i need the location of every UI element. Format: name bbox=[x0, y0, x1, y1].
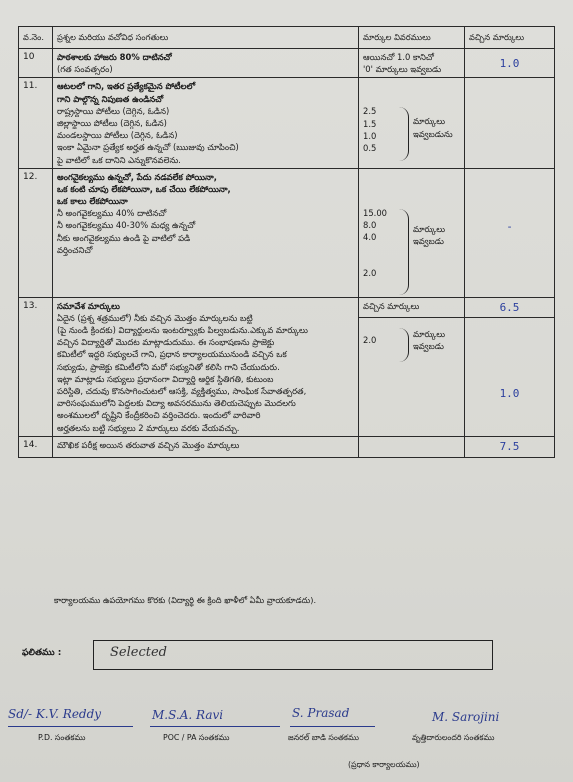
description-line: ఏదైన (ప్రశ్న శత్రములో) నీకు వచ్చిన మొత్తం మార్కులను బట్టి bbox=[57, 312, 253, 323]
marks-values bbox=[363, 207, 399, 280]
marks-table bbox=[18, 26, 555, 458]
marks-obtained bbox=[465, 436, 555, 457]
table-row bbox=[19, 168, 555, 297]
marks-label bbox=[413, 326, 460, 352]
description-line: పాఠశాలకు హాజరు 80% దాటినచో bbox=[57, 52, 172, 62]
marks-details bbox=[359, 78, 465, 168]
row-description bbox=[53, 297, 359, 436]
marks-value: 2.5 bbox=[363, 106, 377, 117]
row-number: 12. bbox=[19, 168, 53, 297]
description-line: మండలస్థాయి పోటీలు (దెగ్గిన, ఓడిన) bbox=[57, 130, 178, 141]
row-number: 11. bbox=[19, 78, 53, 168]
marks-label-line: మార్కులు bbox=[413, 223, 446, 234]
description-line: కమిటీలో ఇద్దరి సభ్యులచే గాని, ప్రధాన కార్యాలయమునుండి వచ్చిన ఒక bbox=[57, 349, 287, 360]
description-line: వచ్చిన విద్యార్థితో మొదట మాట్లాడుదుము. ఈ సంభాషణను ప్రాజెక్టు bbox=[57, 337, 275, 348]
description-line: ఒక కంటి చూపు లేకపోయినా, ఒక చేయి లేకపోయినా, bbox=[57, 183, 231, 194]
marks-obtained bbox=[465, 297, 555, 436]
marks-obtained-top bbox=[465, 298, 554, 318]
marks-label-line: మార్కులు bbox=[413, 328, 446, 339]
marks-value: 0.5 bbox=[363, 142, 377, 153]
marks-value: 1.0 bbox=[363, 130, 377, 141]
signature-general-body: S. Prasad bbox=[292, 706, 350, 720]
row-description: మౌఖిక పరీక్ష అయిన తరువాత వచ్చిన మొత్తం మార్కులు bbox=[53, 436, 359, 457]
description-line: పరిస్థితి, చదువు కొనసాగించుటలో ఆసక్తి, వ్యక్తిత్వము, సాంఘిక సేవాతత్పరత, bbox=[57, 386, 307, 396]
description-line: ఒక కాలు లేకపోయినా bbox=[57, 196, 128, 207]
signature-underline bbox=[150, 726, 280, 727]
marks-line: ఆయినచో 1.0 కానిచో bbox=[363, 52, 434, 62]
description-title: సమావేశ మార్కులు bbox=[57, 300, 120, 311]
signature-role: వృత్తిదారులందరి సంతకము bbox=[412, 733, 495, 742]
marks-obtained bbox=[465, 78, 555, 168]
row-description bbox=[53, 49, 359, 78]
description-line: నీ అంగవైకల్యము 40-30% మధ్య ఉన్నచో bbox=[57, 220, 196, 231]
table-row bbox=[19, 436, 555, 457]
signature-poc: M.S.A. Ravi bbox=[152, 708, 224, 722]
marks-label-line: ఇవ్వబడు bbox=[413, 340, 444, 351]
marks-label-line: ఇవ్వబడు bbox=[413, 235, 444, 246]
description-line: ఇట్లా మాట్లాడు సభ్యులు ప్రధానంగా విద్యార్థి ఆర్థిక స్థితిగతి, కుటుంబ bbox=[57, 373, 274, 384]
signature-role: POC / PA సంతకము bbox=[163, 733, 230, 742]
description-line: (గత సంవత్సరం) bbox=[57, 64, 113, 75]
marks-details-body bbox=[359, 318, 464, 370]
marks-values-group bbox=[363, 207, 460, 295]
marks-details bbox=[359, 436, 465, 457]
marks-value: 15.00 bbox=[363, 207, 387, 218]
description-line: (పై నుండి క్రిందకు) విద్యార్థులను ఇంటర్వ్యూకు పిల్వబడును.ఎక్కువ మార్కులు bbox=[57, 325, 308, 336]
description-line: సభ్యుడు, ప్రాజెక్టు కమిటీలోని మరో సభ్యునితో కలిసి గాని చేయుదురు. bbox=[57, 361, 280, 372]
marks-obtained-caption: వచ్చిన మార్కులు bbox=[359, 298, 464, 318]
marks-values bbox=[363, 105, 399, 154]
marks-value: 8.0 bbox=[363, 219, 377, 230]
description-line: జిల్లాస్థాయి పోటీలు (దెగ్గిన, ఓడిన) bbox=[57, 117, 167, 128]
signature-underline bbox=[8, 726, 133, 727]
header-marks-obtained: వచ్చిన మార్కులు bbox=[465, 27, 555, 49]
header-marks-details: మార్కుల వివరములు bbox=[359, 27, 465, 49]
marks-obtained bbox=[465, 49, 555, 78]
marks-details bbox=[359, 168, 465, 297]
result-value: Selected bbox=[110, 645, 167, 660]
marks-details bbox=[359, 297, 465, 436]
result-label: ఫలితము : bbox=[22, 648, 62, 658]
marks-label bbox=[413, 105, 460, 139]
description-line: అంగవైకల్యము ఉన్నచో, పేదు నడవలేక పోయినా, bbox=[57, 171, 217, 182]
description-line: నీ అంగవైకల్యము 40% దాటినచో bbox=[57, 208, 167, 219]
marks-label-line: ఇవ్వబడును bbox=[413, 128, 453, 139]
brace bbox=[399, 209, 409, 295]
description-line: పై వాటిలో ఒక దానిని ఎన్నుకొనవలెను. bbox=[57, 154, 181, 165]
table-header-row bbox=[19, 27, 555, 49]
marks-value: 1.5 bbox=[363, 118, 377, 129]
marks-values-group bbox=[363, 326, 460, 362]
marks-line: '0' మార్కులు ఇవ్వబడు bbox=[363, 64, 442, 75]
marks-obtained-body bbox=[465, 318, 554, 410]
signature-role: P.D. సంతకము bbox=[38, 733, 86, 742]
description-line: రాష్ట్రస్థాయి పోటీలు (దెగ్గిన, ఓడిన) bbox=[57, 105, 170, 116]
handwritten-score: 1.0 bbox=[499, 57, 520, 70]
description-line: గాని పాల్గొన్న నిపుణత ఉండినచో bbox=[57, 93, 164, 104]
handwritten-score: 7.5 bbox=[499, 439, 520, 453]
row-description bbox=[53, 78, 359, 168]
description-line: నీకు అంగవైకల్యము ఉండి పై వాటిలో పడి bbox=[57, 232, 191, 243]
marks-label-line: మార్కులు bbox=[413, 116, 446, 127]
marks-obtained bbox=[465, 168, 555, 297]
description-line: వారిసంఘములోని పెద్దలకు విద్యా అవసరమును తెలియచెప్పుట మొదలగు bbox=[57, 398, 296, 409]
handwritten-score: 1.0 bbox=[499, 386, 520, 400]
row-number: 14. bbox=[19, 436, 53, 457]
signature-role: జనరల్ బాడి సంతకము bbox=[288, 733, 359, 742]
marks-label bbox=[413, 207, 460, 247]
marks-details bbox=[359, 49, 465, 78]
header-description: ప్రశ్నల మరియు వచోవిధ సంగతులు bbox=[53, 27, 359, 49]
signature-underline bbox=[290, 726, 375, 727]
signature-pd: Sd/- K.V. Reddy bbox=[8, 707, 102, 721]
description-line: అంశములలో దృష్టిని కేంద్రీకరించి వర్తించెదరు. ఇందులో వారివారి bbox=[57, 410, 261, 421]
description-line: ఆటలలో గాని, ఇతర ప్రత్యేకమైన పోటీలలో bbox=[57, 81, 196, 92]
handwritten-score: - bbox=[506, 219, 513, 233]
table-row bbox=[19, 49, 555, 78]
description-line: ఇంకా ఏమైనా ప్రత్యేక అర్హత ఉన్నచో (ఋజువు చూపించి) bbox=[57, 142, 239, 153]
handwritten-score: 6.5 bbox=[499, 300, 520, 314]
marks-value: 2.0 bbox=[363, 268, 377, 279]
brace bbox=[399, 328, 409, 362]
table-row bbox=[19, 297, 555, 436]
marks-values-group bbox=[363, 105, 460, 161]
description-line: వర్తించనిచో bbox=[57, 244, 93, 255]
row-number: 10 bbox=[19, 49, 53, 78]
office-name: (ప్రధాన కార్యాలయము) bbox=[348, 760, 420, 769]
brace bbox=[399, 107, 409, 161]
marks-value: 2.0 bbox=[363, 334, 377, 345]
signature-members: M. Sarojini bbox=[432, 710, 500, 724]
table-row bbox=[19, 78, 555, 168]
marks-value: 4.0 bbox=[363, 232, 377, 243]
row-number: 13. bbox=[19, 297, 53, 436]
marks-values bbox=[363, 326, 399, 346]
header-no: వ.నెం. bbox=[19, 27, 53, 49]
description-line: అర్హతలను బట్టి సభ్యులు 2 మార్కులు వరకు వేయవచ్చు. bbox=[57, 422, 240, 433]
row-description bbox=[53, 168, 359, 297]
office-use-note: కార్యాలయము ఉపయోగము కొరకు (విద్యార్థి ఈ క్రింది ఖాళీలో ఏమీ వ్రాయకూడదు). bbox=[54, 595, 317, 605]
